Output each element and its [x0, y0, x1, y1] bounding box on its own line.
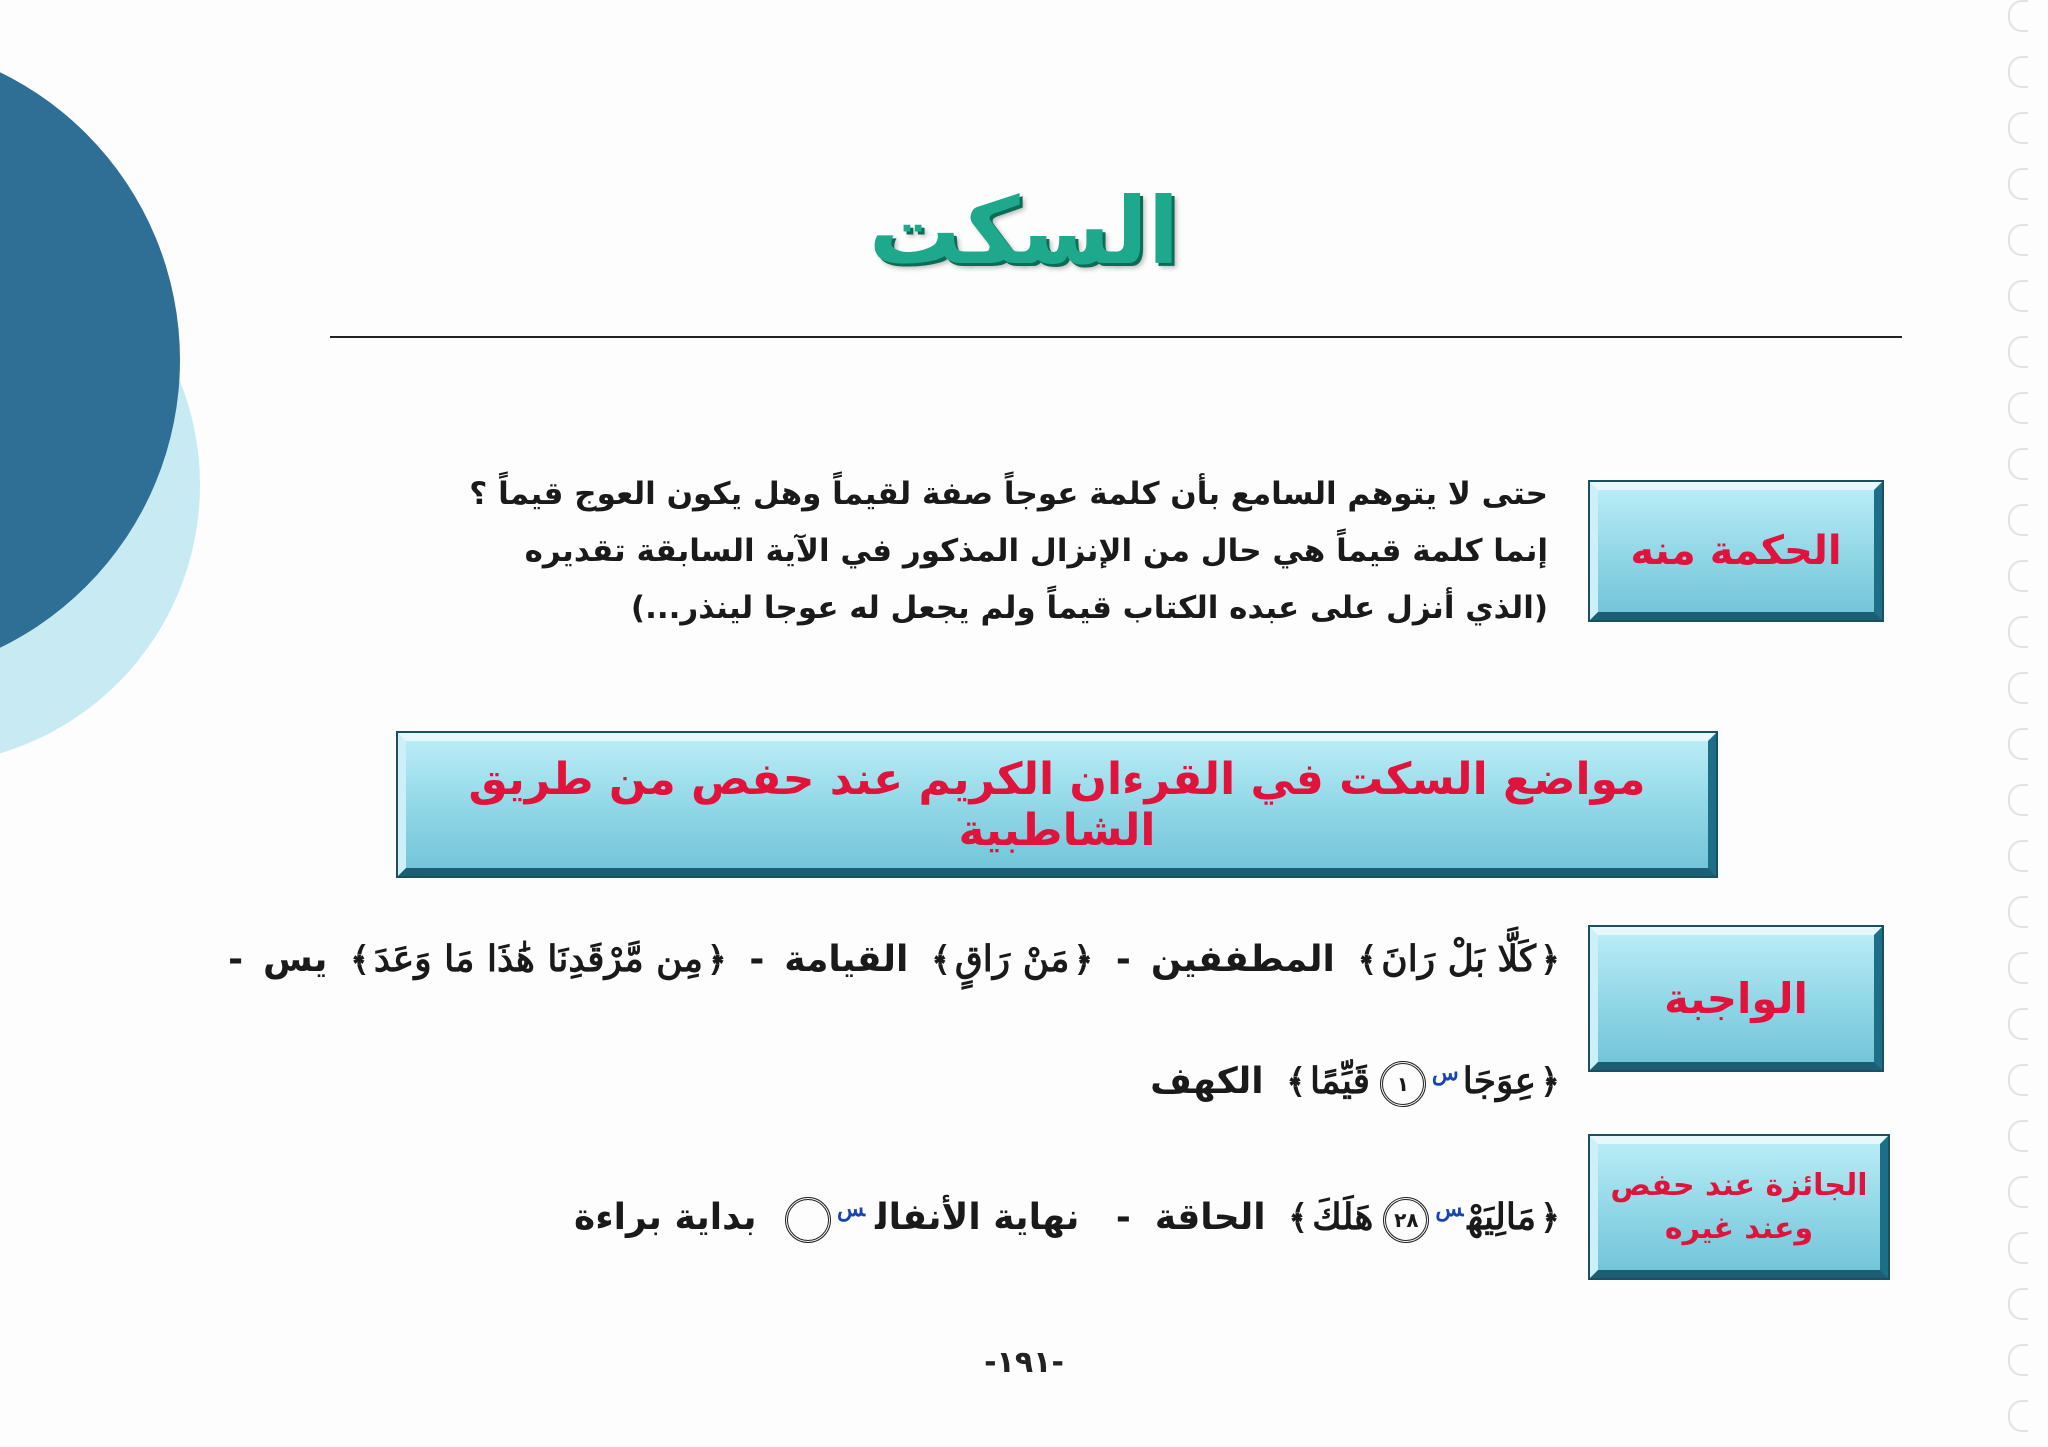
verse-text: قَيِّمًا — [1310, 1060, 1370, 1102]
jaiz-label-line: وعند غيره — [1664, 1211, 1814, 1246]
ornament-close: ﴾ — [1286, 1062, 1307, 1102]
surah-name: يس — [263, 939, 328, 980]
wisdom-line: إنما كلمة قيماً هي حال من الإنزال المذكور في الآية السابقة تقديره — [524, 533, 1548, 569]
surah-name: القيامة — [784, 939, 909, 980]
ornament-close: ﴾ — [349, 940, 370, 980]
ornament-close: ﴾ — [1288, 1198, 1309, 1238]
wajib-examples-line-2 — [1140, 1060, 1560, 1107]
ornament-open: ﴿ — [1540, 1062, 1560, 1102]
separator-dash: - — [1115, 1197, 1131, 1238]
separator-dash: - — [749, 939, 765, 980]
verse-text: كَلَّا بَلْ رَانَ — [1381, 938, 1537, 980]
surah-name: المطففين — [1150, 939, 1335, 980]
verse-text: هَلَكَ — [1312, 1196, 1374, 1238]
separator-dash: - — [228, 939, 244, 980]
jaiz-label-line: الجائزة عند حفص — [1610, 1167, 1868, 1203]
surah-end-label: نهاية الأنفال — [875, 1197, 1080, 1238]
verse-text: مَالِيَهْ — [1467, 1196, 1537, 1238]
ornament-close: ﴾ — [1357, 940, 1378, 980]
section-banner: مواضع السكت في القرءان الكريم عند حفص من طريق الشاطبية — [398, 733, 1716, 876]
ornament-open: ﴿ — [706, 940, 727, 980]
verse-text: مَنْ رَاقٍ — [954, 938, 1070, 980]
jaiz-examples-line — [564, 1196, 1560, 1243]
aya-number-icon: ٢٨ — [1383, 1197, 1429, 1243]
sakt-mark: س — [1431, 1060, 1459, 1086]
ornament-open: ﴿ — [1073, 940, 1094, 980]
ornament-close: ﴾ — [930, 940, 951, 980]
ornament-open: ﴿ — [1540, 940, 1560, 980]
ornament-open: ﴿ — [1540, 1198, 1560, 1238]
surah-start-label: بداية براءة — [574, 1197, 757, 1238]
sakt-mark: س — [837, 1196, 866, 1222]
aya-end-icon — [785, 1197, 831, 1243]
page-number: -١٩١- — [984, 1345, 1064, 1380]
aya-number-icon: ١ — [1380, 1061, 1426, 1107]
wajib-label: الواجبة — [1590, 927, 1882, 1070]
page-title: السكت — [868, 178, 1180, 285]
wisdom-paragraph — [348, 466, 1548, 637]
surah-name: الكهف — [1150, 1061, 1264, 1102]
verse-text: عِوَجَا — [1462, 1060, 1537, 1102]
wisdom-label: الحكمة منه — [1590, 482, 1882, 620]
sakt-mark: س — [1435, 1196, 1464, 1222]
verse-text: مِن مَّرْقَدِنَا هَٰذَا مَا وَعَدَ — [373, 938, 703, 980]
separator-dash: - — [1115, 939, 1131, 980]
wisdom-line: حتى لا يتوهم السامع بأن كلمة عوجاً صفة لقيماً وهل يكون العوج قيماً ؟ — [469, 476, 1548, 512]
jaiz-label — [1590, 1136, 1888, 1278]
wajib-examples-line-1 — [218, 938, 1560, 980]
wisdom-line: (الذي أنزل على عبده الكتاب قيماً ولم يجعل له عوجا لينذر...) — [630, 590, 1548, 626]
title-divider — [330, 336, 1902, 338]
surah-name: الحاقة — [1154, 1197, 1266, 1238]
